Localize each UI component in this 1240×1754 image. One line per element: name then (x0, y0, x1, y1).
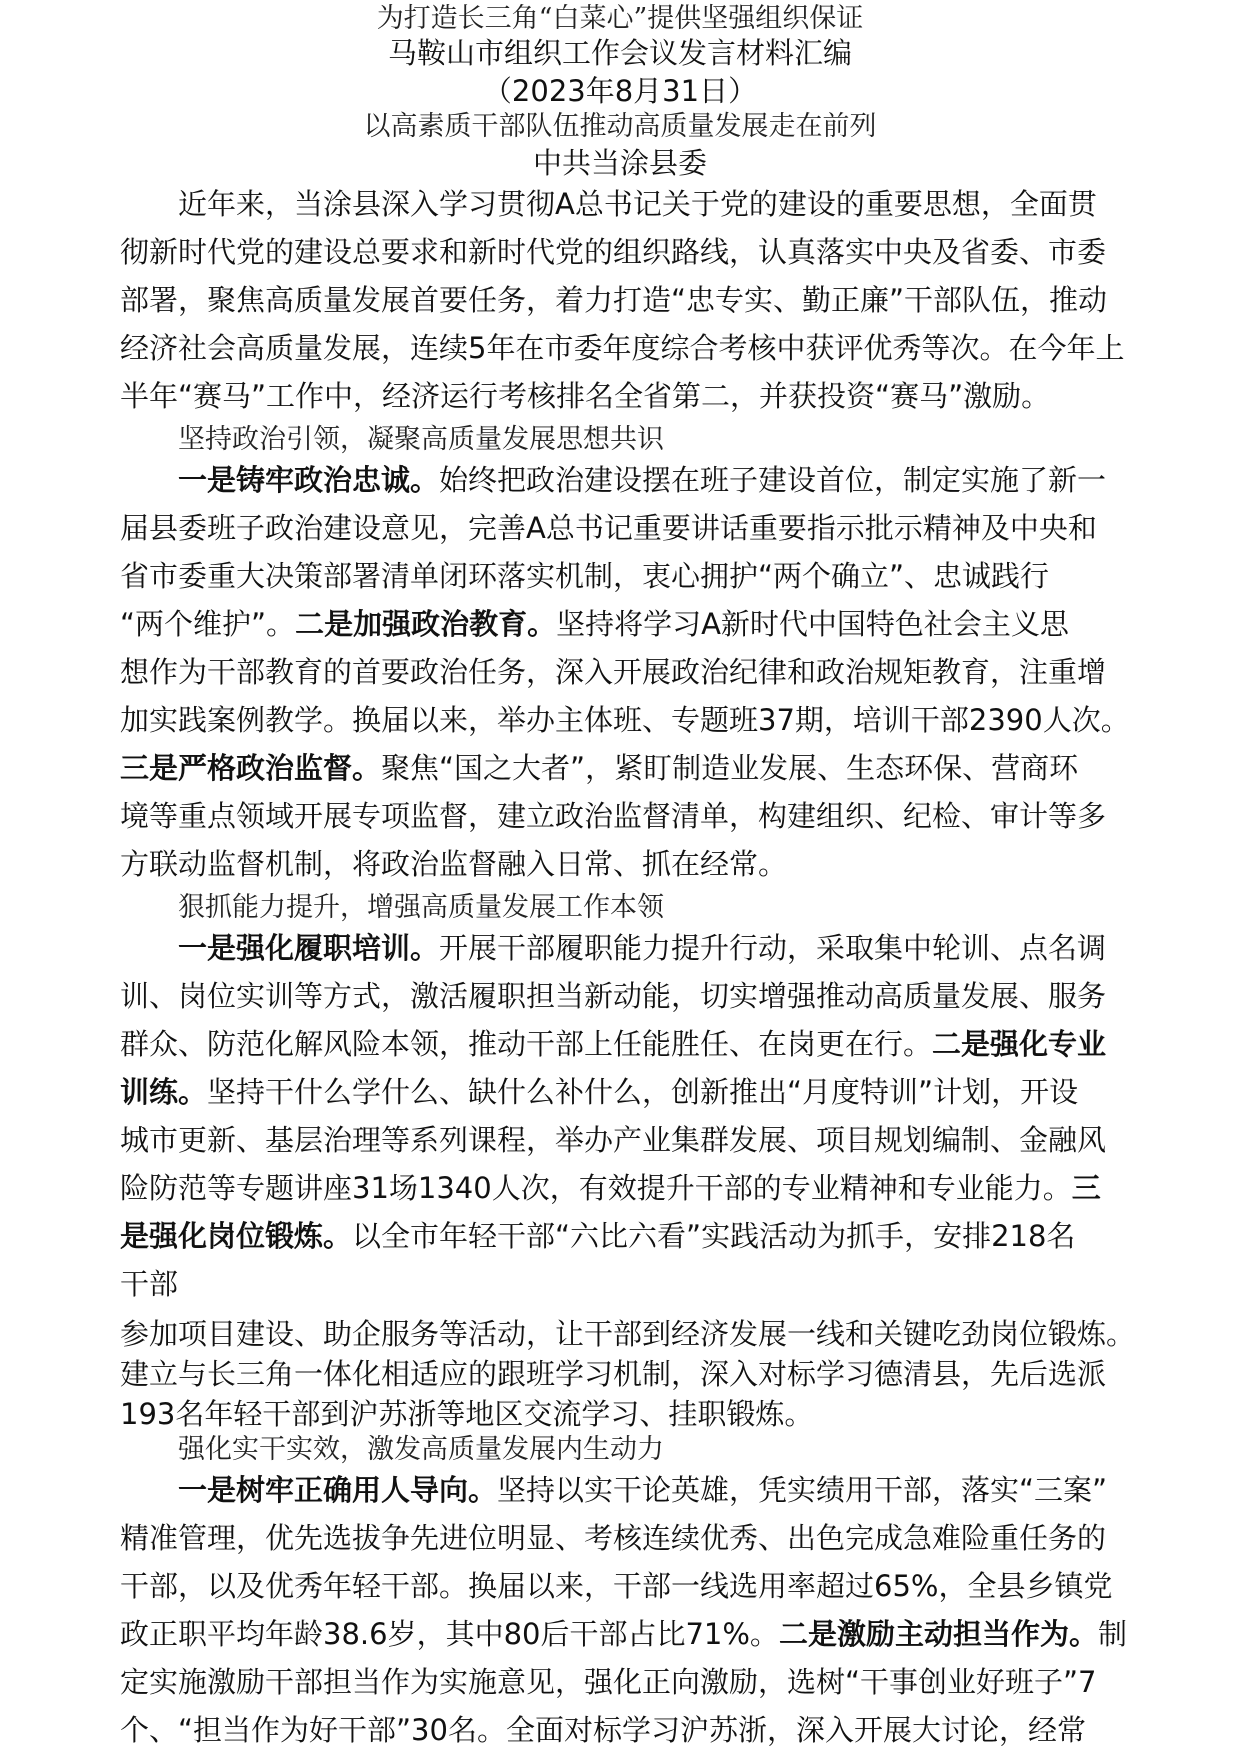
paragraph-line: 险防范等专题讲座31场1340人次，有效提升干部的专业精神和专业能力。三 (120, 1171, 1101, 1205)
paragraph-line: 训、岗位实训等方式，激活履职担当新动能，切实增强推动高质量发展、服务 (120, 979, 1107, 1013)
section-heading: 狠抓能力提升，增强高质量发展工作本领 (178, 892, 664, 923)
paragraph-line: 定实施激励干部担当作为实施意见，强化正向激励，选树“干事创业好班子”7 (120, 1665, 1097, 1699)
paragraph-line: 部署，聚焦高质量发展首要任务，着力打造“忠专实、勤正廉”干部队伍，推动 (120, 283, 1108, 317)
paragraph-line: 想作为干部教育的首要政治任务，深入开展政治纪律和政治规矩教育，注重增 (120, 655, 1107, 689)
bold-lead: 一是铸牢政治忠诚。 (178, 463, 440, 497)
bold-lead: 二是加强政治教育。 (295, 607, 557, 641)
speech-title: 以高素质干部队伍推动高质量发展走在前列 (363, 111, 877, 142)
paragraph-line: 加实践案例教学。换届以来，举办主体班、专题班37期，培训干部2390人次。 (120, 703, 1130, 737)
bold-lead: 一是强化履职培训。 (178, 931, 440, 965)
paragraph-line: 省市委重大决策部署清单闭环落实机制，衷心拥护“两个确立”、忠诚践行 (120, 559, 1050, 593)
header-slogan: 为打造长三角“白菜心”提供坚强组织保证 (376, 3, 864, 34)
paragraph-line: 群众、防范化解风险本领，推动干部上任能胜任、在岗更在行。二是强化专业 (120, 1027, 1107, 1061)
document-date: （2023年8月31日） (482, 74, 758, 108)
paragraph-line: 参加项目建设、助企服务等活动，让干部到经济发展一线和关键吃劲岗位锻炼。 (120, 1317, 1136, 1351)
bold-lead: 三 (1071, 1171, 1101, 1205)
paragraph-line: 方联动监督机制，将政治监督融入日常、抓在经常。 (120, 847, 788, 881)
paragraph-line: 境等重点领域开展专项监督，建立政治监督清单，构建组织、纪检、审计等多 (120, 799, 1107, 833)
paragraph-line: 半年“赛马”工作中，经济运行考核排名全省第二，并获投资“赛马”激励。 (120, 379, 1051, 413)
bold-lead: 二是强化专业 (932, 1027, 1107, 1061)
paragraph-line: 三是严格政治监督。聚焦“国之大者”，紧盯制造业发展、生态环保、营商环 (120, 751, 1079, 785)
section-heading: 坚持政治引领，凝聚高质量发展思想共识 (178, 424, 664, 455)
bold-lead: 是强化岗位锻炼。 (120, 1219, 353, 1253)
paragraph-line: 是强化岗位锻炼。以全市年轻干部“六比六看”实践活动为抓手，安排218名 (120, 1219, 1076, 1253)
paragraph-line: 近年来，当涂县深入学习贯彻A总书记关于党的建设的重要思想，全面贯 (178, 187, 1097, 221)
paragraph-line: 个、“担当作为好干部”30名。全面对标学习沪苏浙，深入开展大讨论，经常 (120, 1713, 1086, 1747)
paragraph-line: 干部 (120, 1267, 179, 1301)
paragraph-line: 彻新时代党的建设总要求和新时代党的组织路线，认真落实中央及省委、市委 (120, 235, 1107, 269)
paragraph-line: “两个维护”。二是加强政治教育。坚持将学习A新时代中国特色社会主义思 (120, 607, 1069, 641)
paragraph-line: 城市更新、基层治理等系列课程，举办产业集群发展、项目规划编制、金融风 (120, 1123, 1107, 1157)
paragraph-line: 193名年轻干部到沪苏浙等地区交流学习、挂职锻炼。 (120, 1397, 814, 1431)
paragraph-line: 建立与长三角一体化相适应的跟班学习机制，深入对标学习德清县，先后选派 (120, 1357, 1107, 1391)
bold-lead: 一是树牢正确用人导向。 (178, 1473, 498, 1507)
section-heading: 强化实干实效，激发高质量发展内生动力 (178, 1434, 664, 1465)
paragraph-line: 精准管理，优先选拔争先进位明显、考核连续优秀、出色完成急难险重任务的 (120, 1521, 1107, 1555)
document-title: 马鞍山市组织工作会议发言材料汇编 (387, 36, 852, 70)
paragraph-line: 训练。坚持干什么学什么、缺什么补什么，创新推出“月度特训”计划，开设 (120, 1075, 1079, 1109)
paragraph-line: 一是树牢正确用人导向。坚持以实干论英雄，凭实绩用干部，落实“三案” (178, 1473, 1108, 1507)
paragraph-line: 经济社会高质量发展，连续5年在市委年度综合考核中获评优秀等次。在今年上 (120, 331, 1125, 365)
paragraph-line: 政正职平均年龄38.6岁，其中80后干部占比71%。二是激励主动担当作为。制 (120, 1617, 1127, 1651)
paragraph-line: 届县委班子政治建设意见，完善A总书记重要讲话重要指示批示精神及中央和 (120, 511, 1097, 545)
paragraph-line: 干部，以及优秀年轻干部。换届以来，干部一线选用率超过65%，全县乡镇党 (120, 1569, 1113, 1603)
bold-lead: 二是激励主动担当作为。 (778, 1617, 1098, 1651)
bold-lead: 训练。 (120, 1075, 208, 1109)
bold-lead: 三是严格政治监督。 (120, 751, 382, 785)
paragraph-line: 一是强化履职培训。开展干部履职能力提升行动，采取集中轮训、点名调 (178, 931, 1107, 965)
paragraph-line: 一是铸牢政治忠诚。始终把政治建设摆在班子建设首位，制定实施了新一 (178, 463, 1107, 497)
speaker: 中共当涂县委 (532, 146, 707, 180)
